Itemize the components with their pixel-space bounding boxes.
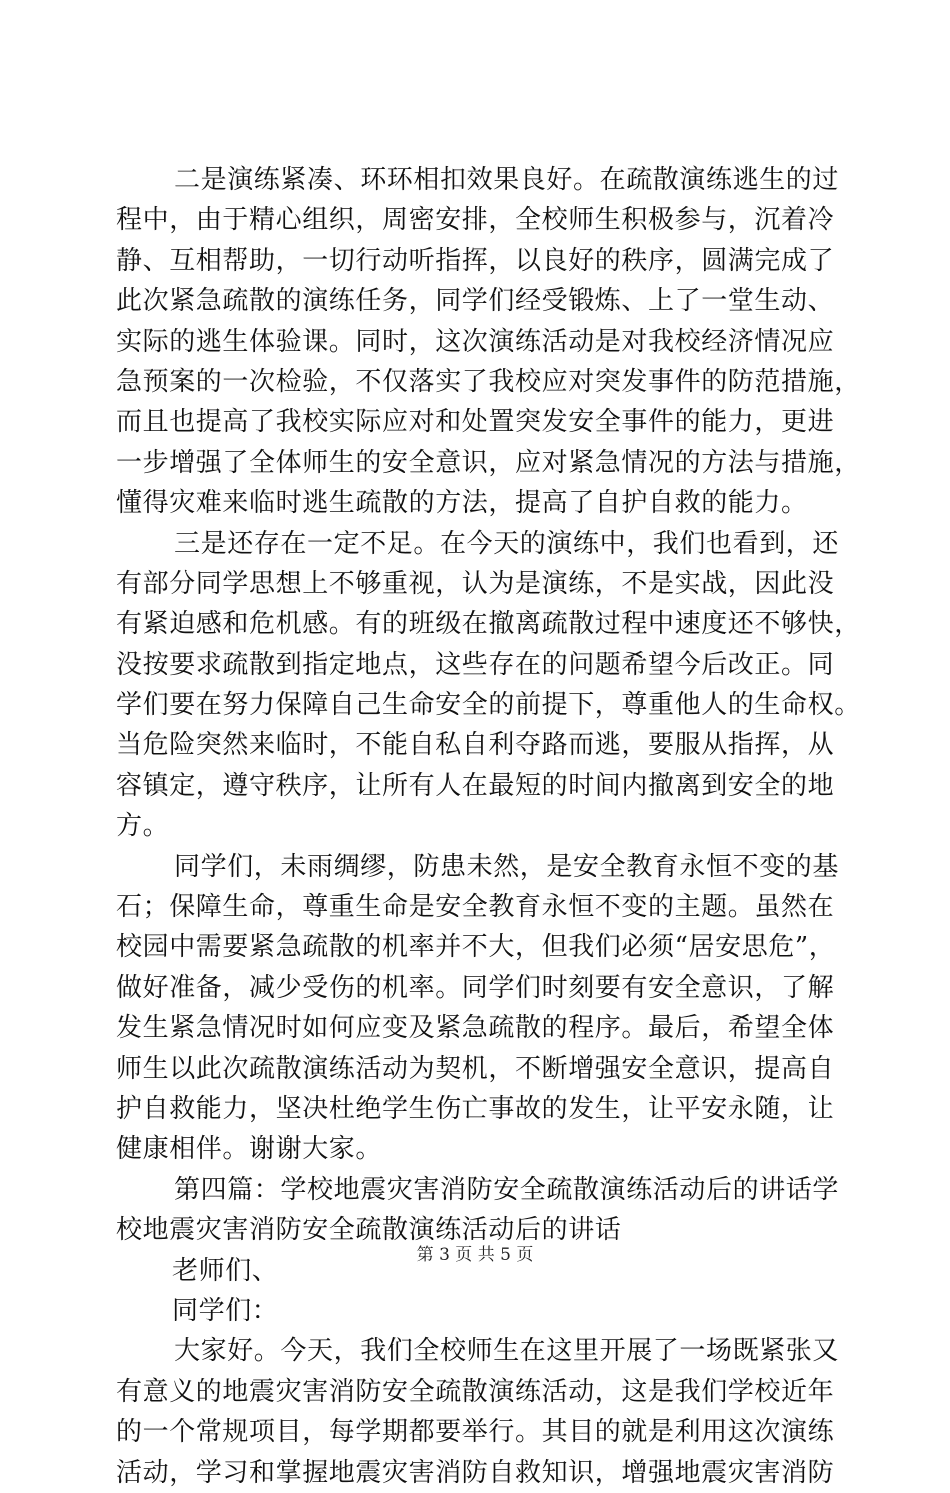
paragraph-line: 有紧迫感和危机感。有的班级在撤离疏散过程中速度还不够快，	[116, 609, 861, 640]
paragraph-line: 护自救能力，坚决杜绝学生伤亡事故的发生，让平安永随，让	[116, 1093, 835, 1124]
paragraph-line: 学们要在努力保障自己生命安全的前提下，尊重他人的生命权。	[116, 690, 861, 721]
paragraph-line: 此次紧急疏散的演练任务，同学们经受锻炼、上了一堂生动、	[116, 286, 835, 317]
paragraph-line: 活动，学习和掌握地震灾害消防自救知识，增强地震灾害消防	[116, 1457, 835, 1488]
paragraph-line: 静、互相帮助，一切行动听指挥，以良好的秩序，圆满完成了	[116, 245, 835, 276]
paragraph-line: 校园中需要紧急疏散的机率并不大，但我们必须“居安思危”，	[116, 932, 836, 963]
paragraph-line: 当危险突然来临时，不能自私自利夺路而逃，要服从指挥，从	[116, 730, 835, 761]
document-body	[116, 160, 861, 1493]
paragraph-line: 同学们，未雨绸缪，防患未然，是安全教育永恒不变的基	[174, 851, 840, 882]
paragraph-line: 容镇定，遵守秩序，让所有人在最短的时间内撤离到安全的地	[116, 770, 835, 801]
paragraph-line: 程中，由于精心组织，周密安排，全校师生积极参与，沉着冷	[116, 205, 835, 236]
paragraph-line: 没按要求疏散到指定地点，这些存在的问题希望今后改正。同	[116, 649, 835, 680]
paragraph-line: 三是还存在一定不足。在今天的演练中，我们也看到，还	[174, 528, 840, 559]
paragraph-line: 做好准备，减少受伤的机率。同学们时刻要有安全意识，了解	[116, 972, 835, 1003]
salutation-line: 老师们、	[172, 1255, 279, 1286]
paragraph-line: 石；保障生命，尊重生命是安全教育永恒不变的主题。虽然在	[116, 892, 835, 923]
paragraph-line: 大家好。今天，我们全校师生在这里开展了一场既紧张又	[174, 1336, 840, 1367]
paragraph-line: 有部分同学思想上不够重视，认为是演练，不是实战，因此没	[116, 568, 835, 599]
paragraph-line: 懂得灾难来临时逃生疏散的方法，提高了自护自救的能力。	[116, 488, 808, 519]
paragraph-line: 二是演练紧凑、环环相扣效果良好。在疏散演练逃生的过	[174, 165, 840, 195]
paragraph-line: 一步增强了全体师生的安全意识，应对紧急情况的方法与措施，	[116, 447, 861, 478]
paragraph-line: 发生紧急情况时如何应变及紧急疏散的程序。最后，希望全体	[116, 1013, 835, 1044]
section-heading-line: 第四篇：学校地震灾害消防安全疏散演练活动后的讲话学	[174, 1174, 840, 1205]
paragraph-line: 急预案的一次检验，不仅落实了我校应对突发事件的防范措施，	[116, 366, 861, 397]
paragraph-line: 实际的逃生体验课。同时，这次演练活动是对我校经济情况应	[116, 326, 835, 357]
paragraph-line: 的一个常规项目，每学期都要举行。其目的就是利用这次演练	[116, 1417, 835, 1448]
salutation-line: 同学们：	[172, 1295, 279, 1326]
paragraph-line: 而且也提高了我校实际应对和处置突发安全事件的能力，更进	[116, 407, 835, 438]
page-number-footer: 第 3 页 共 5 页	[416, 1245, 534, 1265]
paragraph-line: 方。	[116, 811, 170, 842]
paragraph-line: 有意义的地震灾害消防安全疏散演练活动，这是我们学校近年	[116, 1376, 835, 1407]
section-heading-line: 校地震灾害消防安全疏散演练活动后的讲话	[116, 1215, 622, 1246]
paragraph-line: 师生以此次疏散演练活动为契机，不断增强安全意识，提高自	[116, 1053, 835, 1084]
paragraph-line: 健康相伴。谢谢大家。	[116, 1134, 383, 1165]
